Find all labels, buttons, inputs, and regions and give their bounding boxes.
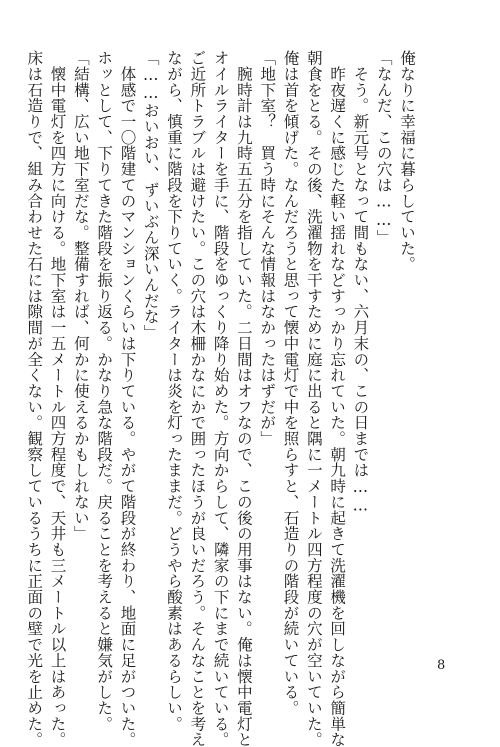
text-line: 「結構、広い地下室だな。整備すれば、何かに使えるかもしれない」 [71, 50, 90, 542]
text-line: ながら、慎重に階段を下りていく。ライターは炎を灯ったままだ。どうやら酸素はあるらしい。 [165, 50, 184, 732]
vertical-text-block [22, 50, 418, 747]
text-line: 昨夜遅くに感じた軽い揺れなどすっかり忘れていた。朝九時に起きて洗濯機を回しながら簡単な [328, 50, 347, 747]
text-line: 俺は首を傾げた。なんだろうと思って懐中電灯で中を照らすと、石造りの階段が続いている。 [281, 50, 300, 716]
text-line: そう。新元号となって間もない、六月末の、この日までは…… [351, 50, 370, 515]
text-line: ホッとして、下りてきた階段を振り返る。かなり急な階段だ。戻ることを考えると嫌気がした。 [95, 50, 114, 732]
text-line: 体感で一〇階建てのマンションくらいは下りている。やがて階段が終わり、地面に足がついた。 [118, 50, 137, 747]
text-line: ご近所トラブルは避けたい。この穴は木柵かなにかで囲ったほうが良いだろう。そんなことを考え [188, 50, 207, 747]
text-line: オイルライターを手に、階段をゆっくり降り始めた。方向からして、隣家の下にまで続いている。 [211, 50, 230, 747]
text-line: 「……おいおい、ずいぶん深いんだな」 [141, 50, 160, 341]
text-line: 俺なりに幸福に暮らしていた。 [398, 50, 416, 272]
text-line: 朝食をとる。その後、洗濯物を干すために庭に出ると隅に一メートル四方程度の穴が空いていた。 [304, 50, 323, 747]
text-line: 「なんだ、この穴は……」 [374, 50, 393, 246]
text-line: 床は石造りで、組み合わせた石には隙間が全くない。観察しているうちに正面の壁で光を止めた。 [25, 50, 44, 747]
text-line: 懐中電灯を四方に向ける。地下室は一五メートル四方程度で、天井も三メートル以上はあった。 [48, 50, 67, 747]
text-line: 腕時計は九時五五分を指していた。二日間はオフなので、この後の用事はない。俺は懐中電灯と [234, 50, 253, 747]
page-number: 8 [437, 658, 446, 673]
text-line: 「地下室？ 買う時にそんな情報はなかったはずだが」 [258, 50, 277, 447]
